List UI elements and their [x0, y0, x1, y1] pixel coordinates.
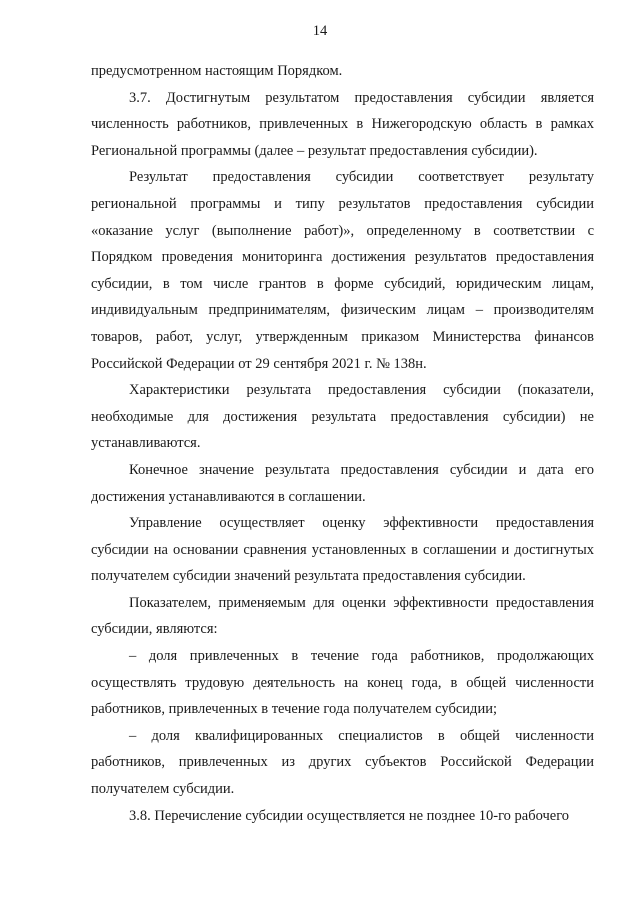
paragraph-indicators-intro: Показателем, применяемым для оценки эффективности предоставления субсидии, являются:	[91, 594, 594, 638]
page-number: 14	[312, 23, 328, 39]
paragraph-3-7-result: 3.7. Достигнутым результатом предоставления субсидии является численность работников, привлеченных в Нижегородскую область в рамках Региональной программы (далее – результат предоставления субсидии).	[91, 89, 594, 159]
paragraph-final-value: Конечное значение результата предоставления субсидии и дата его достижения устанавливаются в соглашении.	[91, 461, 594, 505]
paragraph-result-type: Результат предоставления субсидии соответствует результату региональной программы и типу результатов предоставления субсидии «оказание услуг (выполнение работ)», определенному в соответствии с Порядком проведения мониторинга достижения результатов предоставления субсидии, в том числе грантов в форме субсидий, юридическим лицам, индивидуальным предпринимателям, физическим лицам – производителям товаров, работ, услуг, утвержденным приказом Министерства финансов Российской Федерации от 29 сентября 2021 г. № 138н.	[91, 169, 594, 372]
paragraph-3-8-transfer: 3.8. Перечисление субсидии осуществляется не позднее 10-го рабочего	[129, 807, 570, 824]
paragraph-efficiency-assessment: Управление осуществляет оценку эффективности предоставления субсидии на основании сравнения установленных в соглашении и достигнутых получателем субсидии значений результата предоставления субсидии.	[91, 515, 594, 585]
list-item-indicator-1: – доля привлеченных в течение года работников, продолжающих осуществлять трудовую деятельность на конец года, в общей численности работников, привлеченных в течение года получателем субсидии;	[91, 648, 594, 718]
paragraph-continuation: предусмотренном настоящим Порядком.	[91, 63, 343, 79]
document-body	[91, 58, 594, 829]
paragraph-result-characteristics: Характеристики результата предоставления субсидии (показатели, необходимые для достижения результата предоставления субсидии) не устанавливаются.	[91, 382, 594, 452]
list-item-indicator-2: – доля квалифицированных специалистов в общей численности работников, привлеченных из других субъектов Российской Федерации получателем субсидии.	[91, 727, 594, 798]
